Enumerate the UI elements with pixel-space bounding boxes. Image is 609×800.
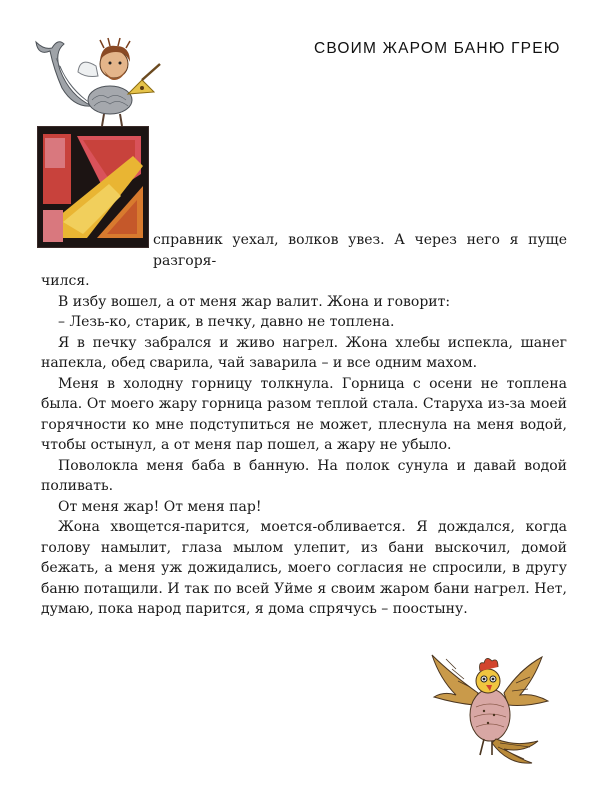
paragraph-first-cont: чился. [41, 273, 90, 289]
paragraph: Меня в холодну горницу толкнула. Горница с осени не топлена была. От моего жару горница разом теплой стала. Старуха из-за моей горячности ко мне подступиться не может, плеснула на меня водой, чтобы остынул, а от меня пар пошел, а жару не убыло. [41, 375, 567, 453]
mermaid-musician-with-balalaika-illustration [30, 36, 165, 131]
paragraph: В избу вошел, а от меня жар валит. Жона и говорит: [58, 293, 451, 310]
paragraph: Поволокла меня баба в банную. На полок сунула и давай водой поливать. [41, 457, 567, 494]
paragraph-first-line: справник уехал, волков увез. А через него я пуще разгоря- [153, 232, 567, 269]
paragraph: Жона хвощется-парится, моется-обливается. Я дождался, когда голову намылит, глаза мылом улепит, из бани выскочил, домой бежать, а меня уж дожидались, моего согласия не спросили, в другу баню потащили. И так по всей Уйме я своим жаром бани нагрел. Нет, думаю, пока народ парится, я дома спрячусь – поостыну. [41, 519, 567, 617]
paragraph: Я в печку забрался и живо нагрел. Жона хлебы испекла, шанег напекла, обед сварила, чай заварила – и все одним махом. [41, 334, 567, 371]
paragraph: – Лезь-ко, старик, в печку, давно не топлена. [58, 314, 395, 330]
story-text [41, 230, 567, 620]
page-title: СВОИМ ЖАРОМ БАНЮ ГРЕЮ [314, 40, 561, 57]
paragraph: От меня жар! От меня пар! [58, 498, 262, 515]
firebird-illustration [420, 643, 555, 768]
